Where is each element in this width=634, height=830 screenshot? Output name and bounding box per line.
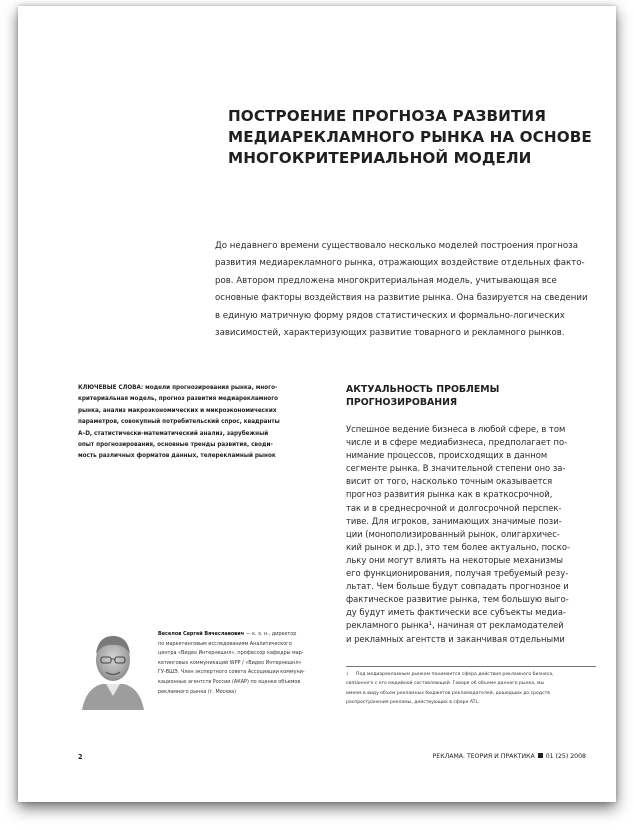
lead-line: развития медиарекламного рынка, отражающих воздействие отдельных факто- [215, 258, 585, 269]
lead-paragraph [215, 238, 597, 342]
author-photo [78, 626, 148, 710]
author-line: рекламного рынка (г. Москва) [158, 688, 237, 695]
section-heading-line: ПРОГНОЗИРОВАНИЯ [346, 396, 458, 408]
body-line: сегменте рынка. В значительной степени оно за- [346, 463, 566, 474]
author-line: кационных агентств России (АКАР) по оценке объемов [158, 678, 301, 685]
body-line: так и в среднесрочной и долгосрочной перспек- [346, 502, 562, 513]
footnote-line: связанного с его медийной составляющей. Говоря об объеме данного рынка, мы [346, 681, 545, 687]
journal-footer [433, 753, 586, 760]
lead-line: ров. Автором предложена многокритериальная модель, учитывающая все [215, 275, 557, 286]
title-line: МЕДИАРЕКЛАМНОГО РЫНКА НА ОСНОВЕ [228, 128, 592, 146]
journal-name: РЕКЛАМА. ТЕОРИЯ И ПРАКТИКА [432, 753, 535, 760]
body-line: ции (монополизированный рынок, олигархичес- [346, 528, 560, 539]
body-line: фактическое развитие рынка, тем большую выго- [346, 594, 569, 605]
body-paragraph [346, 423, 606, 646]
square-bullet-icon [538, 753, 543, 758]
lead-line: До недавнего времени существовало несколько моделей построения прогноза [215, 241, 579, 251]
body-line: нимание процессов, происходящих в данном [346, 450, 548, 461]
body-line: тиве. Для игроков, занимающих значимые пози- [346, 515, 562, 526]
keywords-line: мость различных форматов данных, телерекламный рынок [78, 452, 276, 460]
keywords-line: A–D, статистически-математический анализ, зарубежный [78, 429, 269, 437]
section-heading [346, 384, 606, 409]
body-line: Успешное ведение бизнеса в любой сфере, в том [346, 424, 566, 434]
author-line: по маркетинговым исследованиям Аналитического [158, 640, 292, 647]
journal-page [18, 6, 616, 802]
journal-issue: 01 (25) 2008 [545, 753, 586, 760]
author-line: кетинговых коммуникаций WPP / «Видео Интернешнл» [158, 659, 302, 666]
body-line: висит от того, насколько точным оказывается [346, 476, 553, 487]
body-line: числе и в сфере медиабизнеса, предполагает по- [346, 437, 568, 448]
page-number: 2 [78, 753, 83, 761]
title-line: ПОСТРОЕНИЕ ПРОГНОЗА РАЗВИТИЯ [228, 107, 547, 125]
lead-line: в единую матричную форму рядов статистических и формально-логических [215, 310, 565, 321]
footnote-mark: 1 [346, 671, 349, 676]
footnote-line: имеем в виду объем рекламных бюджетов рекламодателей, дошедших до средств [346, 690, 550, 696]
author-info [158, 630, 316, 697]
author-line: ГУ-ВШЭ. Член экспертного совета Ассоциации коммуни- [158, 669, 305, 676]
footnote-line: распространения рекламы, действующих в сфере ATL. [346, 699, 480, 705]
keywords-line: КЛЮЧЕВЫЕ СЛОВА: модели прогнозирования рынка, много- [78, 384, 278, 391]
author-name: Веселов Сергей Вячеславович [158, 631, 245, 637]
body-line: прогноз развития рынка как в краткосрочной, [346, 489, 553, 500]
keywords-block [78, 382, 330, 462]
body-line: его функционирования, получая требуемый резу- [346, 568, 569, 579]
keywords-line: критериальная модель, прогноз развития медиарекламного [78, 395, 279, 403]
keywords-line: рынка, анализ макроэкономических и микроэкономических [78, 406, 277, 414]
article-title [228, 106, 592, 169]
footnote-divider [346, 666, 596, 667]
body-line: льтат. Чем больше будут совпадать прогнозное и [346, 581, 569, 592]
keywords-line: опыт прогнозирования, основные тренды развития, своди- [78, 441, 273, 449]
keywords-line: параметров, совокупный потребительский спрос, квадранты [78, 418, 280, 426]
body-line: кий рынок и др.), это тем более актуально, поско- [346, 541, 570, 552]
body-line: и рекламных агентств и заканчивая отдельными [346, 633, 565, 644]
title-line: МНОГОКРИТЕРИАЛЬНОЙ МОДЕЛИ [228, 149, 532, 167]
author-line: — к. э. н., директор [244, 631, 297, 637]
lead-line: основные факторы воздействия на развитие рынка. Она базируется на сведении [215, 293, 588, 304]
section-heading-line: АКТУАЛЬНОСТЬ ПРОБЛЕМЫ [346, 384, 500, 395]
body-line: льку они могут влиять на некоторые механизмы [346, 554, 563, 565]
footnote-line: Под медиарекламным рынком понимается сфера действия рекламного бизнеса, [356, 672, 554, 677]
author-line: центра «Видео Интернешнл», профессор кафедры мар- [158, 650, 304, 657]
lead-line: зависимостей, характеризующих развитие товарного и рекламного рынков. [215, 328, 565, 339]
body-line: рекламного рынка¹, начиная от рекламодателей [346, 620, 564, 631]
body-line: ду будут иметь фактически все субъекты медиа- [346, 607, 566, 618]
footnote [346, 670, 608, 707]
